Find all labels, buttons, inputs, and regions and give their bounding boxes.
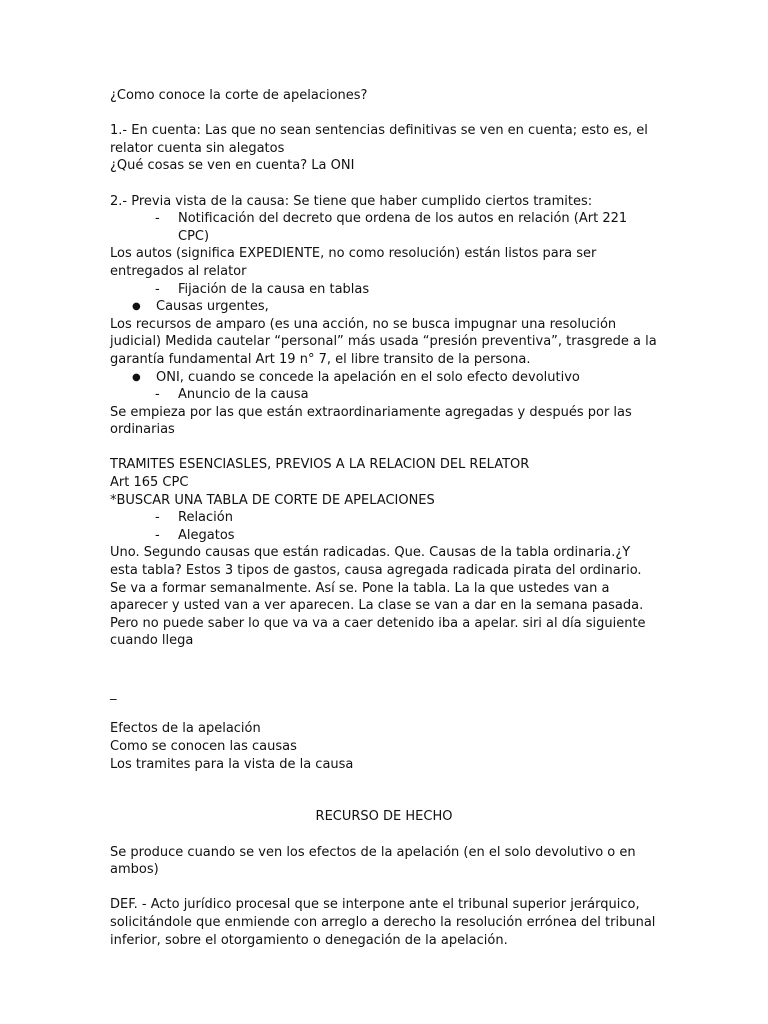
- list-item-text: Fijación de la causa en tablas: [178, 281, 370, 297]
- topic-tramites: Los tramites para la vista de la causa: [110, 756, 354, 772]
- paragraph-amparo: Los recursos de amparo (es una acción, no se busca impugnar una resolución judicial) Medida cautelar “personal” más usada “presión preventiva”, trasgrede a la garantía fundamental Art 19 n° 7, el libre transito de la persona.: [110, 316, 661, 367]
- list-item: [110, 210, 658, 245]
- list-item-text: ONI, cuando se concede la apelación en el solo efecto devolutivo: [156, 369, 580, 385]
- list-item: [110, 386, 658, 404]
- dash-marker: -: [155, 387, 160, 403]
- dash-marker: -: [155, 510, 160, 526]
- en-cuenta-question: ¿Qué cosas se ven en cuenta? La ONI: [110, 158, 355, 174]
- paragraph-definition: DEF. - Acto jurídico procesal que se interpone ante el tribunal superior jerárquico, solicitándole que enmiende con arreglo a derecho la resolución errónea del tribunal inferior, sobre el otorgamiento o denegación de la apelación.: [110, 897, 660, 948]
- list-item: [110, 298, 658, 316]
- underscore-line: _: [110, 686, 117, 702]
- dash-marker: -: [155, 527, 160, 543]
- list-item-text: Causas urgentes,: [156, 299, 269, 315]
- bullet-marker: ●: [132, 301, 141, 313]
- spacer: [110, 879, 658, 897]
- list-item: [110, 527, 658, 545]
- section-previa-vista: 2.- Previa vista de la causa: Se tiene que haber cumplido ciertos tramites:: [110, 193, 593, 209]
- note-buscar-tabla: *BUSCAR UNA TABLA DE CORTE DE APELACIONES: [110, 492, 435, 508]
- document-page: [110, 87, 661, 949]
- bullet-marker: ●: [132, 371, 141, 383]
- topic-efectos: Efectos de la apelación: [110, 721, 261, 737]
- paragraph-autos: Los autos (significa EXPEDIENTE, no como resolución) están listos para ser entregados al relator: [110, 246, 601, 279]
- spacer: [110, 439, 658, 457]
- heading-tramites-esenciales: TRAMITES ESENCIASLES, PREVIOS A LA RELACION DEL RELATOR: [110, 457, 530, 473]
- spacer: [110, 650, 658, 668]
- list-item: [110, 509, 658, 527]
- list-item-text: Alegatos: [178, 527, 235, 543]
- topic-como: Como se conocen las causas: [110, 738, 297, 754]
- spacer: [110, 791, 658, 809]
- list-item: [110, 281, 658, 299]
- list-item-text: Relación: [178, 510, 233, 526]
- spacer: [110, 105, 658, 123]
- list-item-text: Anuncio de la causa: [178, 387, 309, 403]
- dash-marker: -: [155, 211, 160, 227]
- spacer: [110, 773, 658, 791]
- paragraph-transcript: Uno. Segundo causas que están radicadas. Que. Causas de la tabla ordinaria.¿Y esta tabla? Estos 3 tipos de gastos, causa agregada radicada pirata del ordinario. Se va a formar semanalmente. Así se. Pone la tabla. La la que ustedes van a aparecer y usted van a ver aparecen. La clase se van a dar en la semana pasada. Pero no puede saber lo que va va a caer detenido iba a apelar. siri al día siguiente cuando llega: [110, 545, 650, 649]
- spacer: [110, 175, 658, 193]
- section-en-cuenta: 1.- En cuenta: Las que no sean sentencias definitivas se ven en cuenta; esto es, el relator cuenta sin alegatos: [110, 123, 652, 156]
- paragraph-empieza: Se empieza por las que están extraordinariamente agregadas y después por las ordinarias: [110, 404, 636, 438]
- title-question: ¿Como conoce la corte de apelaciones?: [110, 88, 368, 103]
- article-reference: Art 165 CPC: [110, 475, 189, 491]
- paragraph-produce: Se produce cuando se ven los efectos de la apelación (en el solo devolutivo o en ambos): [110, 844, 640, 878]
- heading-recurso-de-hecho: RECURSO DE HECHO: [315, 809, 453, 825]
- spacer: [110, 668, 658, 686]
- list-item-text: Notificación del decreto que ordena de los autos en relación (Art 221 CPC): [178, 211, 632, 244]
- dash-marker: -: [155, 281, 160, 297]
- spacer: [110, 826, 658, 844]
- spacer: [110, 703, 658, 721]
- list-item: [110, 369, 658, 387]
